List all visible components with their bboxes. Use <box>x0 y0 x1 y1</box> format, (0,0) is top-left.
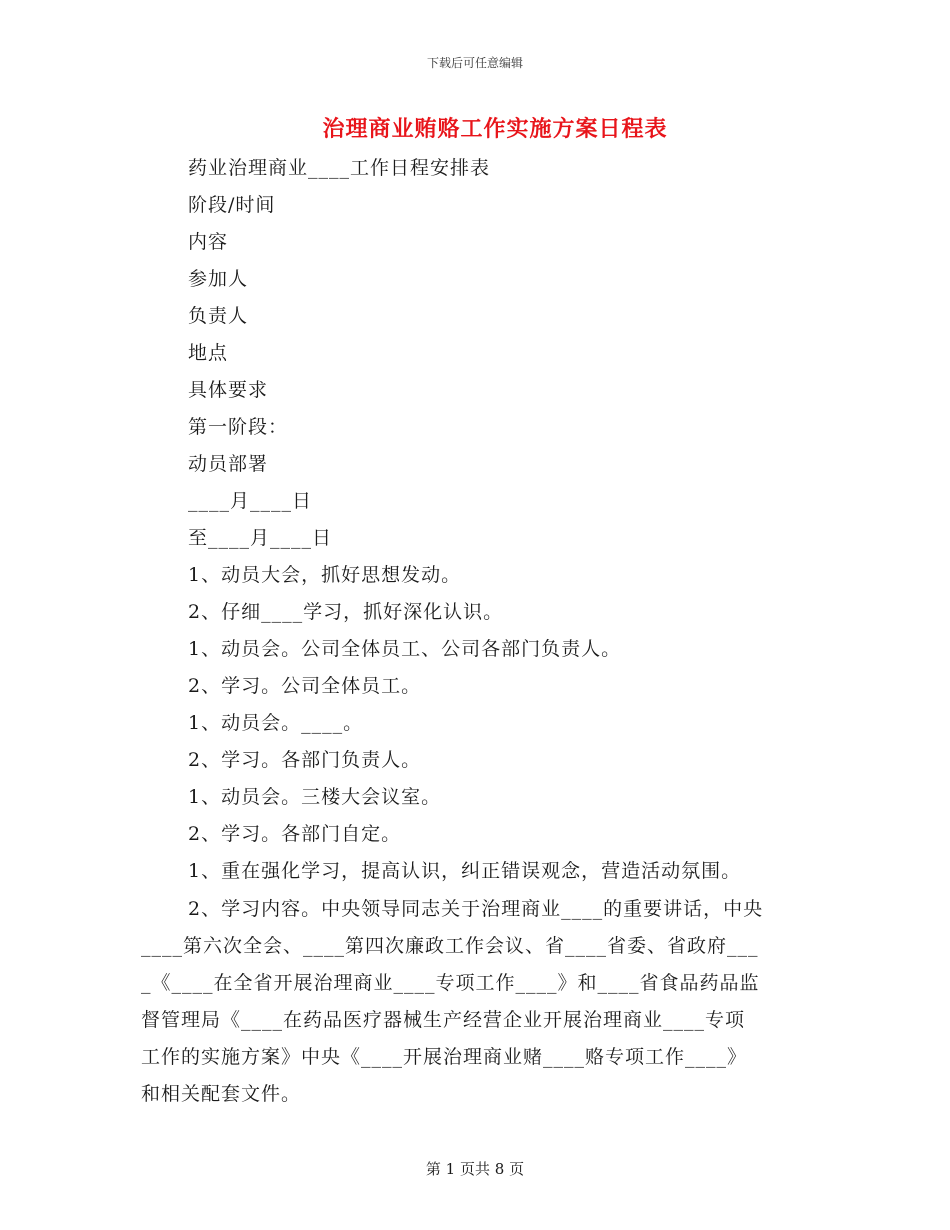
text-line: 1、动员会。三楼大会议室。 <box>188 786 442 808</box>
study-content-paragraph <box>141 891 821 1113</box>
text-line: 第一阶段： <box>188 416 289 438</box>
paragraph-line: 工作的实施方案》中央《____开展治理商业赌____赂专项工作____》 <box>141 1046 748 1068</box>
text-line: 地点 <box>188 342 229 364</box>
text-line: 2、学习。公司全体员工。 <box>188 675 422 697</box>
text-line: 1、动员大会，抓好思想发动。 <box>188 564 462 586</box>
text-line: 至____月____日 <box>188 527 333 549</box>
text-line: 阶段/时间 <box>188 194 276 216</box>
document-body <box>188 150 828 890</box>
paragraph-line: ____第六次全会、____第四次廉政工作会议、省____省委、省政府___ <box>141 935 759 957</box>
text-line: 2、学习。各部门负责人。 <box>188 749 422 771</box>
text-line: 动员部署 <box>188 453 269 475</box>
header-note: 下载后可任意编辑 <box>426 56 523 70</box>
text-line: 参加人 <box>188 268 249 290</box>
paragraph-line: 2、学习内容。中央领导同志关于治理商业____的重要讲话，中央 <box>188 898 764 920</box>
document-title: 治理商业贿赂工作实施方案日程表 <box>322 117 668 142</box>
text-line: 药业治理商业____工作日程安排表 <box>188 157 491 179</box>
text-line: 负责人 <box>188 305 249 327</box>
paragraph-line: _《____在全省开展治理商业____专项工作____》和____省食品药品监 <box>141 972 760 994</box>
text-line: 1、动员会。公司全体员工、公司各部门负责人。 <box>188 638 622 660</box>
text-line: 2、学习。各部门自定。 <box>188 823 402 845</box>
text-line: 具体要求 <box>188 379 269 401</box>
paragraph-line: 和相关配套文件。 <box>141 1083 302 1105</box>
text-line: 内容 <box>188 231 229 253</box>
text-line: 1、动员会。____。 <box>188 712 364 734</box>
paragraph-line: 督管理局《____在药品医疗器械生产经营企业开展治理商业____专项 <box>141 1009 746 1031</box>
text-line: ____月____日 <box>188 490 313 512</box>
page-footer: 第 1 页共 8 页 <box>425 1160 525 1178</box>
text-line: 2、仔细____学习，抓好深化认识。 <box>188 601 504 623</box>
text-line: 1、重在强化学习，提高认识，纠正错误观念，营造活动氛围。 <box>188 860 742 882</box>
